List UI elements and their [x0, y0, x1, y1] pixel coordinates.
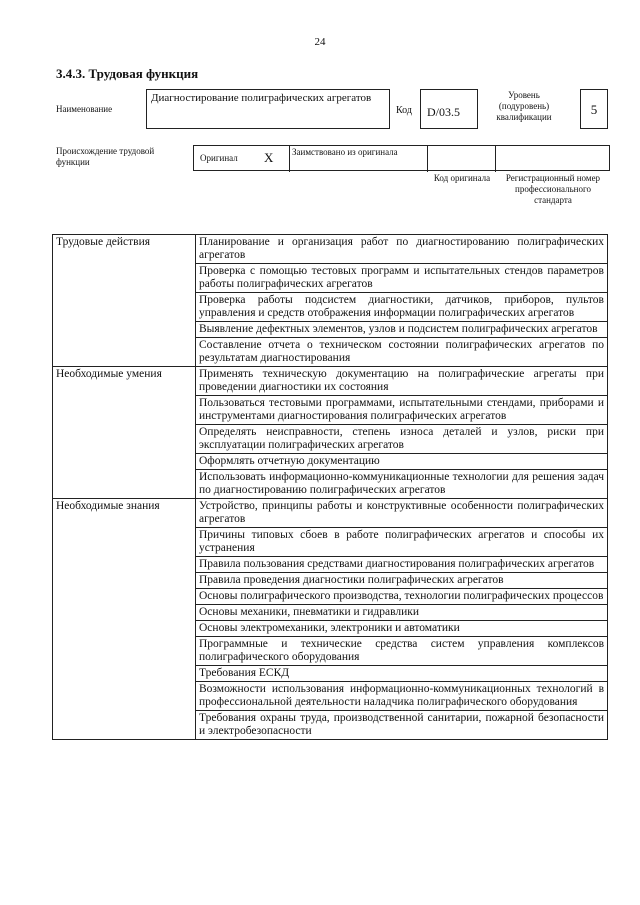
section-item: Основы электромеханики, электроники и автоматики: [196, 621, 608, 637]
section-item: Программные и технические средства систем управления комплексов полиграфического оборудования: [196, 637, 608, 666]
original-cell: [194, 146, 290, 172]
section-item: Оформлять отчетную документацию: [196, 454, 608, 470]
function-details-table: [52, 234, 608, 740]
table-row: [53, 367, 608, 396]
section-item: Пользоваться тестовыми программами, испытательными стендами, приборами и инструментами диагностирования полиграфических агрегатов: [196, 396, 608, 425]
section-header: Трудовые действия: [53, 235, 196, 367]
borrowed-cell: [290, 146, 428, 172]
section-item: Основы полиграфического производства, технологии полиграфических процессов: [196, 589, 608, 605]
section-item: Использовать информационно-коммуникационные технологии для решения задач по диагностированию полиграфических агрегатов: [196, 470, 608, 499]
table-row: [53, 235, 608, 264]
original-label: Оригинал: [200, 153, 238, 163]
origin-code-cell: [428, 146, 496, 172]
section-item: Проверка работы подсистем диагностики, датчиков, приборов, пультов управления и средств отображения информации полиграфических агрегатов: [196, 293, 608, 322]
name-label: Наименование: [56, 104, 113, 114]
level-label: Уровень (подуровень) квалификации: [496, 90, 552, 122]
section-item: Требования охраны труда, производственной санитарии, пожарной безопасности и электробезопасности: [196, 711, 608, 740]
section-item: Выявление дефектных элементов, узлов и подсистем полиграфических агрегатов: [196, 322, 608, 338]
function-code-box: D/03.5: [420, 89, 478, 129]
section-item: Определять неисправности, степень износа деталей и узлов, риски при эксплуатации полиграфических агрегатов: [196, 425, 608, 454]
section-header: Необходимые знания: [53, 499, 196, 740]
section-item: Правила проведения диагностики полиграфических агрегатов: [196, 573, 608, 589]
section-item: Устройство, принципы работы и конструктивные особенности полиграфических агрегатов: [196, 499, 608, 528]
section-item: Применять техническую документацию на полиграфические агрегаты при проведении диагностики их состояния: [196, 367, 608, 396]
section-item: Составление отчета о техническом состоянии полиграфических агрегатов по результатам диагностирования: [196, 338, 608, 367]
section-item: Планирование и организация работ по диагностированию полиграфических агрегатов: [196, 235, 608, 264]
reg-number-cell: [496, 146, 609, 172]
function-name-box: Диагностирование полиграфических агрегатов: [146, 89, 390, 129]
qualification-level-box: 5: [580, 89, 608, 129]
origin-row: [193, 145, 610, 171]
section-item: Основы механики, пневматики и гидравлики: [196, 605, 608, 621]
section-item: Причины типовых сбоев в работе полиграфических агрегатов и способы их устранения: [196, 528, 608, 557]
borrowed-label: Заимствовано из оригинала: [292, 147, 398, 157]
original-mark: X: [264, 150, 274, 165]
section-item: Возможности использования информационно-коммуникационных технологий в профессиональной деятельности наладчика полиграфического оборудования: [196, 682, 608, 711]
section-item: Правила пользования средствами диагностирования полиграфических агрегатов: [196, 557, 608, 573]
section-header: Необходимые умения: [53, 367, 196, 499]
page-number: 24: [314, 36, 326, 48]
table-row: [53, 499, 608, 528]
reg-number-caption: Регистрационный номер профессионального стандарта: [505, 173, 601, 205]
section-title: 3.4.3. Трудовая функция: [56, 66, 199, 81]
code-label: Код: [396, 105, 412, 116]
origin-label: Происхождение трудовой функции: [56, 146, 155, 167]
origin-code-caption: Код оригинала: [433, 173, 491, 183]
section-item: Требования ЕСКД: [196, 666, 608, 682]
section-item: Проверка с помощью тестовых программ и испытательных стендов параметров работы полиграфических агрегатов: [196, 264, 608, 293]
